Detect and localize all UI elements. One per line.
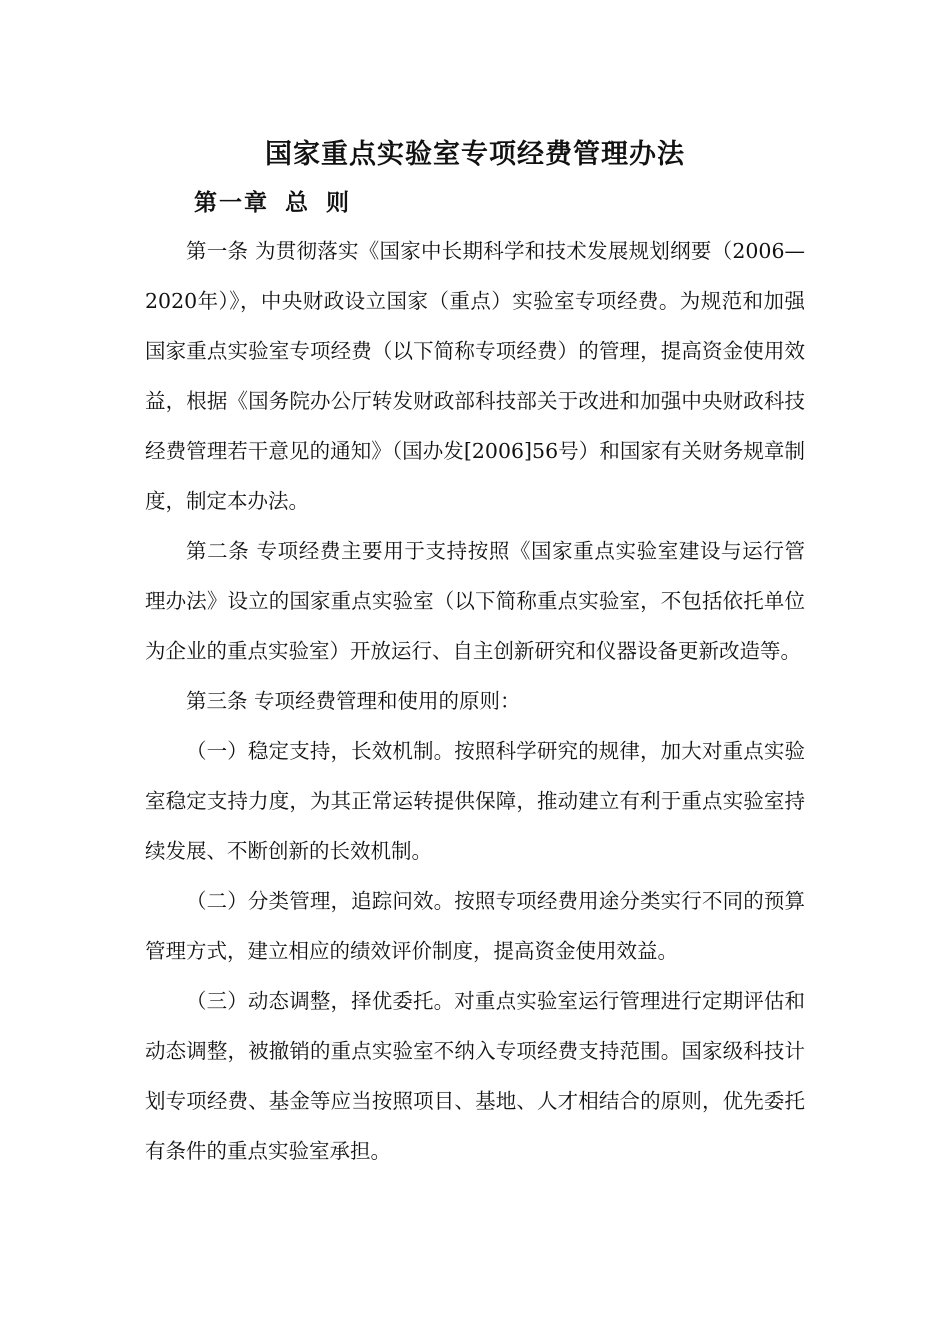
- article-3-paragraph: 第三条 专项经费管理和使用的原则：: [186, 689, 521, 713]
- document-body: [145, 226, 805, 1176]
- principle-3-paragraph: （三）动态调整，择优委托。对重点实验室运行管理进行定期评估和动态调整，被撤销的重点实验室不纳入专项经费支持范围。国家级科技计划专项经费、基金等应当按照项目、基地、人才相结合的原则，优先委托有条件的重点实验室承担。: [145, 989, 805, 1163]
- document-title: 国家重点实验室专项经费管理办法: [265, 139, 685, 170]
- principle-2-paragraph: （二）分类管理，追踪问效。按照专项经费用途分类实行不同的预算管理方式，建立相应的绩效评价制度，提高资金使用效益。: [145, 889, 805, 963]
- article-2-paragraph: 第二条 专项经费主要用于支持按照《国家重点实验室建设与运行管理办法》设立的国家重点实验室（以下简称重点实验室，不包括依托单位为企业的重点实验室）开放运行、自主创新研究和仪器设备更新改造等。: [145, 539, 805, 663]
- principle-1-paragraph: （一）稳定支持，长效机制。按照科学研究的规律，加大对重点实验室稳定支持力度，为其正常运转提供保障，推动建立有利于重点实验室持续发展、不断创新的长效机制。: [145, 739, 805, 863]
- article-1-paragraph: 第一条 为贯彻落实《国家中长期科学和技术发展规划纲要（2006—2020年）》，中央财政设立国家（重点）实验室专项经费。为规范和加强国家重点实验室专项经费（以下简称专项经费）的管理，提高资金使用效益，根据《国务院办公厅转发财政部科技部关于改进和加强中央财政科技经费管理若干意见的通知》（国办发[2006]56号）和国家有关财务规章制度，制定本办法。: [145, 239, 805, 513]
- chapter-heading: 第一章 总 则: [194, 190, 352, 216]
